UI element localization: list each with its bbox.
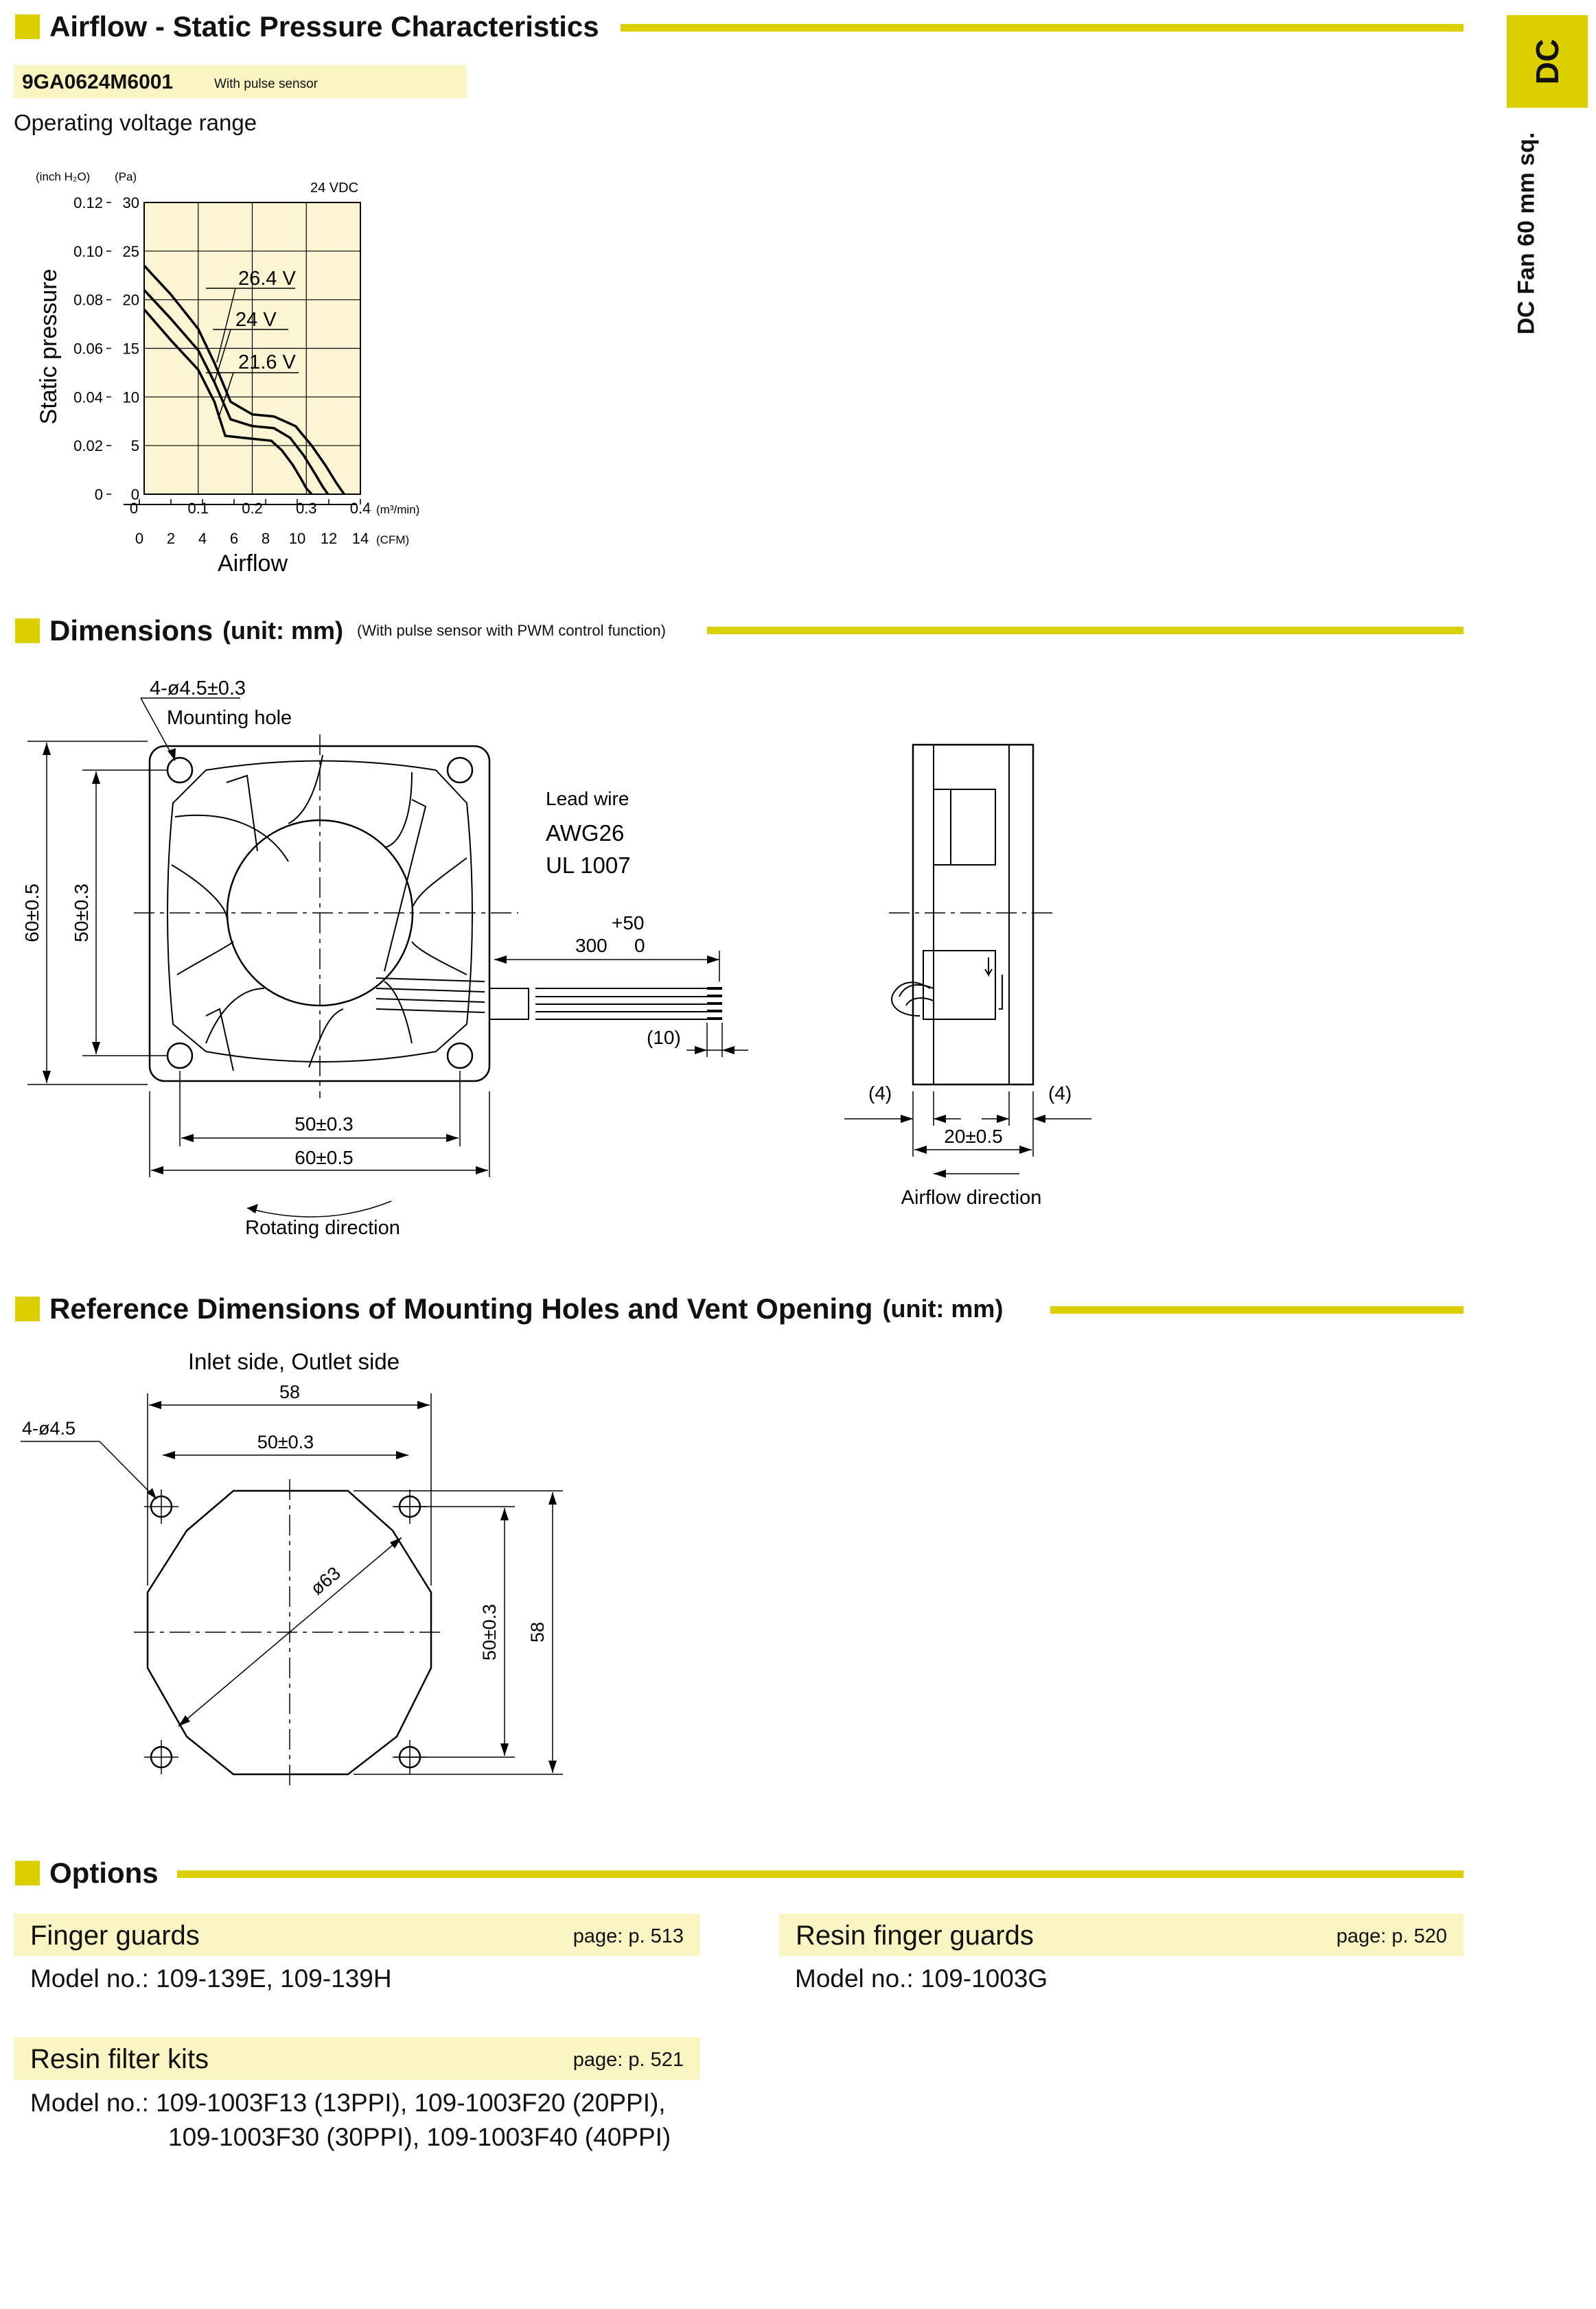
series-label-26v: 26.4 V	[238, 268, 296, 290]
model-note: With pulse sensor	[214, 77, 319, 91]
dimensions-section-title	[15, 614, 666, 647]
cfm-tick-label: 2	[166, 530, 176, 547]
airflow-title-text: Airflow - Static Pressure Characteristics	[49, 10, 599, 43]
y-tick-label-inch: 0.02	[73, 437, 103, 455]
side-view-drawing	[824, 728, 1119, 1235]
option-page: page: p. 521	[573, 2049, 684, 2071]
lead-strip-length: (10)	[647, 1027, 681, 1048]
dim-60-vertical: 60±0.5	[21, 883, 43, 942]
y-tick-label-inch: 0.06	[73, 340, 103, 358]
chart-annotation: 24 VDC	[310, 181, 359, 196]
y-tick-label-inch: 0	[94, 486, 103, 503]
side-left-gap: (4)	[868, 1082, 892, 1104]
y-tick-label: 10	[122, 388, 139, 406]
option-models	[30, 2089, 666, 2117]
series-label-216v: 21.6 V	[238, 351, 296, 373]
y-unit-secondary: (inch H₂O)	[36, 170, 91, 183]
cfm-tick-label: 4	[198, 530, 207, 547]
direction-arrows	[985, 958, 1002, 1009]
x-unit-secondary: (CFM)	[376, 533, 410, 546]
side-tab-series: DC Fan 60 mm sq.	[1513, 132, 1540, 335]
x-unit-primary: (m³/min)	[376, 503, 420, 516]
option-finger-guards	[14, 1914, 700, 1956]
reference-section-title	[15, 1292, 1003, 1325]
option-models	[30, 1964, 392, 1993]
option-resin-filter-kits	[14, 2037, 700, 2080]
option-page: page: p. 520	[1336, 1925, 1447, 1947]
model-label: Model no.:	[795, 1964, 914, 1993]
series-label-24v: 24 V	[235, 309, 277, 331]
mount-hole-tr	[448, 758, 472, 782]
y-axis-label: Static pressure	[36, 268, 62, 425]
y-tick-label: 5	[130, 437, 139, 455]
option-page: page: p. 513	[573, 1925, 684, 1947]
pq-chart	[0, 158, 481, 583]
x-ticks	[130, 499, 371, 547]
x-tick-label: 0.2	[242, 500, 263, 517]
rotating-direction-label: Rotating direction	[245, 1217, 400, 1239]
dim-60-horizontal: 60±0.5	[294, 1147, 354, 1168]
side-lead-wire	[892, 982, 930, 1016]
dimensions-unit: (unit: mm)	[222, 616, 344, 645]
lead-wire-bundle	[489, 988, 707, 1019]
ref-outer-width: 58	[279, 1382, 301, 1402]
side-motor-block	[934, 789, 995, 865]
y-ticks	[73, 194, 139, 503]
section-marker	[15, 618, 40, 643]
airflow-rule	[621, 24, 1464, 32]
y-unit-primary: (Pa)	[115, 170, 137, 183]
y-tick-label: 30	[122, 194, 139, 211]
ref-pitch-horizontal: 50±0.3	[257, 1432, 314, 1452]
y-tick-label-inch: 0.04	[73, 388, 103, 406]
mount-hole-tl	[167, 758, 192, 782]
y-tick-label-inch: 0.10	[73, 242, 103, 260]
y-tick-label: 25	[122, 242, 139, 260]
mount-hole-bl	[167, 1043, 192, 1068]
reference-rule	[1050, 1306, 1464, 1314]
side-depth: 20±0.5	[944, 1126, 1003, 1147]
y-tick-label: 20	[122, 291, 139, 309]
dimensions-title-text: Dimensions	[49, 614, 213, 647]
mount-hole-br	[448, 1043, 472, 1068]
dim-50-vertical: 50±0.3	[71, 883, 92, 942]
y-tick-label: 15	[122, 340, 139, 358]
dim-50-horizontal: 50±0.3	[294, 1113, 354, 1135]
x-axis-label: Airflow	[217, 550, 288, 577]
x-tick-label: 0.4	[349, 500, 371, 517]
side-right-gap: (4)	[1048, 1082, 1072, 1104]
ref-outer-height: 58	[527, 1621, 548, 1643]
front-view-drawing	[0, 659, 789, 1256]
lead-length-tol-low: 0	[634, 935, 645, 956]
option-resin-finger-guards	[779, 1914, 1464, 1956]
airflow-section-title	[15, 10, 599, 43]
mounting-hole-label: Mounting hole	[167, 707, 292, 729]
reference-subtitle: Inlet side, Outlet side	[187, 1349, 400, 1374]
side-tab-code: DC	[1529, 38, 1565, 85]
ul-label: UL 1007	[546, 852, 631, 878]
options-title-text: Options	[49, 1857, 159, 1889]
ref-holes: 4-ø4.5	[22, 1418, 76, 1439]
operating-voltage-label: Operating voltage range	[14, 110, 257, 135]
model-values: 109-139E, 109-139H	[156, 1964, 392, 1993]
side-frame	[913, 745, 1033, 1084]
cfm-tick-label: 14	[351, 530, 369, 547]
model-label: Model no.:	[30, 2089, 149, 2117]
dimensions-rule	[707, 627, 1464, 634]
awg-label: AWG26	[546, 820, 625, 846]
reference-drawing	[0, 1335, 618, 1802]
lead-length-tol: +50	[612, 912, 645, 933]
fan-blades	[172, 755, 467, 1067]
dimensions-note: (With pulse sensor with PWM control function)	[357, 622, 666, 639]
option-models	[795, 1964, 1048, 1993]
x-tick-label: 0	[129, 500, 139, 517]
option-name: Resin filter kits	[30, 2044, 209, 2074]
section-marker	[15, 1861, 40, 1886]
reference-unit: (unit: mm)	[882, 1295, 1004, 1323]
lead-wire-label: Lead wire	[546, 788, 629, 809]
options-rule	[177, 1870, 1464, 1878]
model-label: Model no.:	[30, 1964, 149, 1993]
cfm-tick-label: 8	[261, 530, 270, 547]
options-section-title	[15, 1857, 159, 1890]
y-tick-label: 0	[130, 486, 139, 503]
model-values: 109-1003F13 (13PPI), 109-1003F20 (20PPI),	[156, 2089, 666, 2117]
cfm-tick-label: 0	[135, 530, 144, 547]
option-models-line2: 109-1003F30 (30PPI), 109-1003F40 (40PPI)	[168, 2123, 671, 2151]
section-marker	[15, 1297, 40, 1321]
x-tick-label: 0.1	[187, 500, 209, 517]
x-tick-label: 0.3	[295, 500, 317, 517]
ref-diameter: ø63	[306, 1562, 345, 1599]
mounting-hole-spec: 4-ø4.5±0.3	[150, 677, 246, 699]
ref-pitch-vertical: 50±0.3	[479, 1603, 500, 1661]
lead-length: 300	[575, 935, 608, 956]
option-name: Resin finger guards	[796, 1921, 1034, 1951]
model-number: 9GA0624M6001	[22, 71, 174, 93]
cfm-tick-label: 10	[288, 530, 306, 547]
section-marker	[15, 14, 40, 39]
cfm-tick-label: 6	[229, 530, 239, 547]
y-tick-label-inch: 0.08	[73, 291, 103, 309]
reference-title-text: Reference Dimensions of Mounting Holes and Vent Opening	[49, 1292, 873, 1325]
option-name: Finger guards	[30, 1921, 200, 1951]
airflow-direction-label: Airflow direction	[901, 1187, 1042, 1209]
cfm-tick-label: 12	[320, 530, 338, 547]
model-values: 109-1003G	[921, 1964, 1048, 1993]
y-tick-label-inch: 0.12	[73, 194, 103, 211]
